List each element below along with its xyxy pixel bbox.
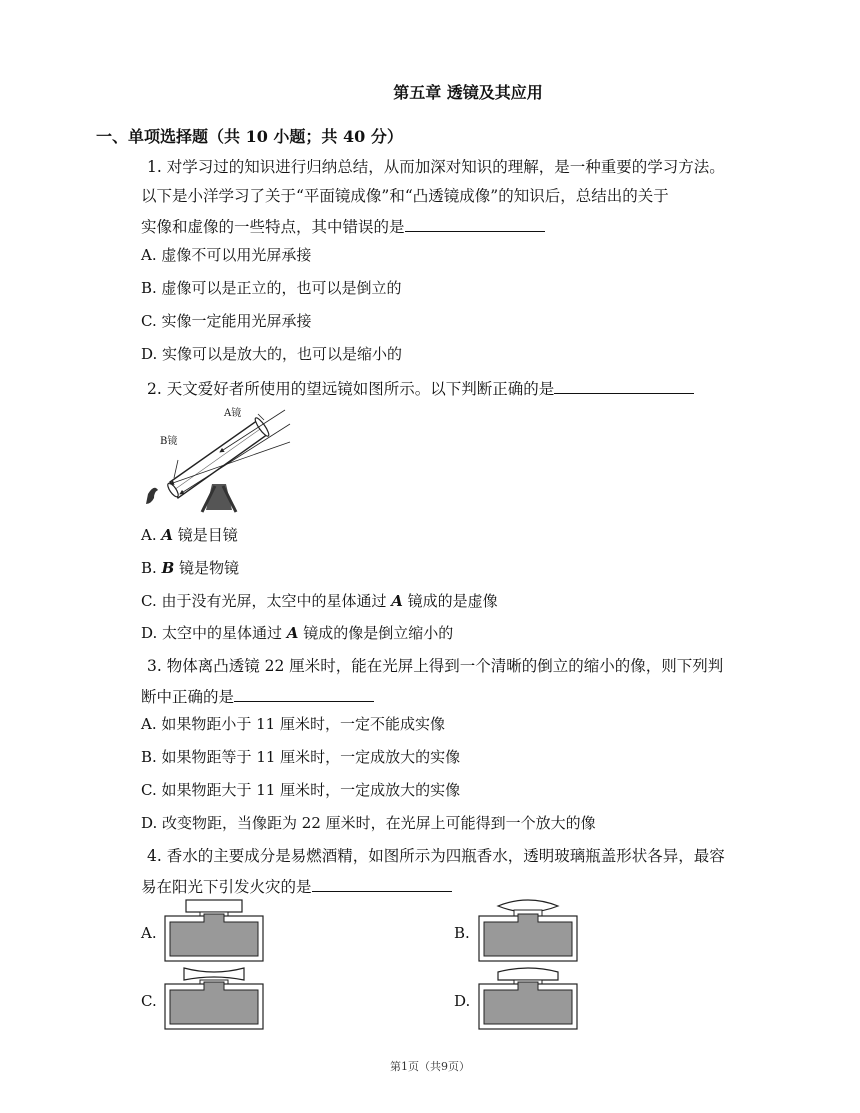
- q3-option-b[interactable]: B. 如果物距等于 11 厘米时，一定成放大的实像: [141, 748, 461, 766]
- telescope-figure: [140, 402, 300, 514]
- section-heading: 一、单项选择题（共 10 小题；共 40 分）: [96, 127, 403, 146]
- q4-line1: 4. 香水的主要成分是易燃酒精，如图所示为四瓶香水，透明玻璃瓶盖形状各异，最容: [147, 847, 725, 865]
- q1-line1: 1. 对学习过的知识进行归纳总结，从而加深对知识的理解，是一种重要的学习方法。: [147, 158, 725, 176]
- q1-option-b[interactable]: B. 虚像可以是正立的，也可以是倒立的: [141, 279, 402, 297]
- answer-blank[interactable]: [234, 685, 374, 702]
- q2-option-c[interactable]: C. 由于没有光屏，太空中的星体通过 A 镜成的是虚像: [141, 592, 498, 610]
- q4-option-c[interactable]: C.: [141, 992, 157, 1010]
- q2-option-d[interactable]: D. 太空中的星体通过 A 镜成的像是倒立缩小的: [141, 624, 454, 642]
- q1-option-d[interactable]: D. 实像可以是放大的，也可以是缩小的: [141, 345, 403, 363]
- q1-option-a[interactable]: A. 虚像不可以用光屏承接: [141, 246, 312, 264]
- answer-blank[interactable]: [405, 215, 545, 232]
- bottle-d-figure: [478, 966, 578, 1030]
- q3-line2: 断中正确的是: [141, 685, 374, 707]
- q3-option-c[interactable]: C. 如果物距大于 11 厘米时，一定成放大的实像: [141, 781, 461, 799]
- q3-line1: 3. 物体离凸透镜 22 厘米时，能在光屏上得到一个清晰的倒立的缩小的像，则下列判: [147, 657, 724, 675]
- bottle-a-figure: [164, 898, 264, 962]
- q2-option-b[interactable]: B. B 镜是物镜: [141, 559, 240, 577]
- q3-option-d[interactable]: D. 改变物距，当像距为 22 厘米时，在光屏上可能得到一个放大的像: [141, 814, 596, 832]
- q3-option-a[interactable]: A. 如果物距小于 11 厘米时，一定不能成实像: [141, 715, 445, 733]
- bottle-b-figure: [478, 898, 578, 962]
- lens-b-label: B镜: [160, 436, 178, 447]
- page-footer: 第1页（共9页）: [390, 1060, 470, 1073]
- bottle-c-figure: [164, 966, 264, 1030]
- q2-option-a[interactable]: A. A 镜是目镜: [141, 526, 238, 544]
- q4-option-a[interactable]: A.: [141, 924, 157, 942]
- q4-option-d[interactable]: D.: [454, 992, 471, 1010]
- q1-option-c[interactable]: C. 实像一定能用光屏承接: [141, 312, 312, 330]
- q1-line3: 实像和虚像的一些特点，其中错误的是: [141, 215, 545, 237]
- q1-line2: 以下是小洋学习了关于“平面镜成像”和“凸透镜成像”的知识后，总结出的关于: [141, 187, 669, 205]
- page-title: 第五章 透镜及其应用: [393, 83, 543, 102]
- q2-line1: 2. 天文爱好者所使用的望远镜如图所示。以下判断正确的是: [147, 377, 694, 399]
- q4-option-b[interactable]: B.: [454, 924, 470, 942]
- q4-line2: 易在阳光下引发火灾的是: [141, 875, 452, 897]
- answer-blank[interactable]: [312, 875, 452, 892]
- answer-blank[interactable]: [554, 377, 694, 394]
- lens-a-label: A镜: [224, 408, 242, 419]
